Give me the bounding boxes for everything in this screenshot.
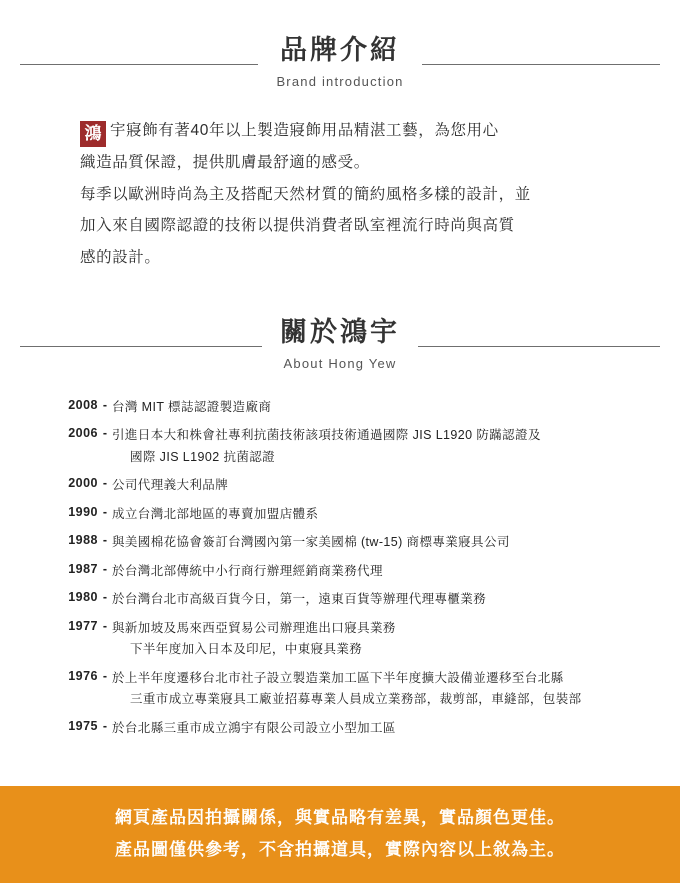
timeline-text xyxy=(112,589,640,611)
timeline-main-text: 於台北縣三重市成立鴻宇有限公司設立小型加工區 xyxy=(112,720,396,735)
timeline-main-text: 與美國棉花協會簽訂台灣國內第一家美國棉 (tw-15) 商標專業寢具公司 xyxy=(112,535,510,550)
timeline-text xyxy=(112,668,640,711)
timeline-year: 1975 xyxy=(68,718,98,733)
disclaimer-banner xyxy=(0,786,680,883)
disclaimer-line-2: 產品圖僅供參考，不含拍攝道具，實際內容以上敘為主。 xyxy=(115,839,565,859)
brand-introduction-heading xyxy=(20,0,660,89)
timeline-main-text: 於台灣北部傳統中小行商行辦理經銷商業務代理 xyxy=(112,563,383,578)
timeline-year: 2006 xyxy=(68,426,98,441)
brand-paragraph-line-4: 加入來自國際認證的技術以提供消費者臥室裡流行時尚與高質 xyxy=(80,217,515,235)
timeline-row xyxy=(40,618,640,661)
timeline-continuation-text: 國際 JIS L1902 抗菌認證 xyxy=(130,449,276,464)
brand-description xyxy=(80,115,600,274)
brand-paragraph-line-2: 織造品質保證，提供肌膚最舒適的感受。 xyxy=(80,153,370,171)
brand-paragraph-line-1 xyxy=(80,115,600,147)
timeline-dash-icon: - xyxy=(102,618,108,633)
timeline-dash-icon: - xyxy=(102,397,108,412)
timeline-year: 1987 xyxy=(68,561,98,576)
timeline-row xyxy=(40,425,640,468)
timeline-row xyxy=(40,397,640,419)
timeline-year: 1990 xyxy=(68,504,98,519)
about-heading xyxy=(20,316,660,371)
timeline-text xyxy=(112,561,640,583)
timeline-year: 1977 xyxy=(68,618,98,633)
timeline-row xyxy=(40,475,640,497)
timeline-main-text: 成立台灣北部地區的專賣加盟店體系 xyxy=(112,506,319,521)
timeline-continuation-text: 三重市成立專業寢具工廠並招募專業人員成立業務部，裁剪部，車縫部，包裝部 xyxy=(130,692,582,707)
about-rule-left xyxy=(20,346,262,347)
timeline-dash-icon: - xyxy=(102,426,108,441)
about-title-en: About Hong Yew xyxy=(283,355,397,371)
timeline-year: 2008 xyxy=(68,397,98,412)
timeline-row xyxy=(40,718,640,740)
disclaimer-line-1: 網頁產品因拍攝關係，與實品略有差異，實品顏色更佳。 xyxy=(115,808,565,828)
about-rule-right xyxy=(418,346,660,347)
timeline-text xyxy=(112,475,640,497)
brand-paragraph-line-5: 感的設計。 xyxy=(80,249,161,267)
company-timeline xyxy=(40,397,640,740)
timeline-year: 1976 xyxy=(68,668,98,683)
timeline-main-text: 台灣 MIT 標誌認證製造廠商 xyxy=(112,399,272,414)
brand-title-cn: 品牌介紹 xyxy=(280,35,400,65)
heading-rule-left xyxy=(20,64,258,65)
timeline-dash-icon: - xyxy=(102,476,108,491)
timeline-text xyxy=(112,618,640,661)
timeline-row xyxy=(40,668,640,711)
brand-paragraph-line-3: 每季以歐洲時尚為主及搭配天然材質的簡約風格多樣的設計，並 xyxy=(80,185,531,203)
timeline-row xyxy=(40,561,640,583)
timeline-dash-icon: - xyxy=(102,504,108,519)
brand-line-1-text: 宇寢飾有著40年以上製造寢飾用品精湛工藝，為您用心 xyxy=(110,121,499,139)
timeline-text xyxy=(112,425,640,468)
timeline-row xyxy=(40,504,640,526)
timeline-text xyxy=(112,718,640,740)
timeline-dash-icon: - xyxy=(102,668,108,683)
timeline-main-text: 與新加坡及馬來西亞貿易公司辦理進出口寢具業務 xyxy=(112,620,396,635)
about-heading-text xyxy=(262,316,418,371)
brand-heading-text xyxy=(258,34,421,89)
timeline-main-text: 公司代理義大利品牌 xyxy=(112,478,229,493)
timeline-text xyxy=(112,532,640,554)
timeline-text xyxy=(112,504,640,526)
timeline-year: 1980 xyxy=(68,590,98,605)
timeline-main-text: 引進日本大和株會社專利抗菌技術該項技術通過國際 JIS L1920 防蹣認證及 xyxy=(112,428,541,443)
timeline-dash-icon: - xyxy=(102,718,108,733)
timeline-row xyxy=(40,589,640,611)
hong-logo-char: 鴻 xyxy=(80,121,106,147)
timeline-continuation-text: 下半年度加入日本及印尼，中東寢具業務 xyxy=(130,642,363,657)
timeline-dash-icon: - xyxy=(102,533,108,548)
timeline-row xyxy=(40,532,640,554)
about-title-cn: 關於鴻宇 xyxy=(280,316,400,347)
timeline-main-text: 於上半年度遷移台北市社子設立製造業加工區下半年度擴大設備並遷移至台北縣 xyxy=(112,670,564,685)
heading-rule-right xyxy=(422,64,660,65)
timeline-dash-icon: - xyxy=(102,590,108,605)
timeline-dash-icon: - xyxy=(102,561,108,576)
timeline-year: 2000 xyxy=(68,476,98,491)
brand-title-en: Brand introduction xyxy=(276,73,404,89)
timeline-main-text: 於台灣台北市高級百貨今日，第一，遠東百貨等辦理代理專櫃業務 xyxy=(112,592,487,607)
timeline-text xyxy=(112,397,640,419)
timeline-year: 1988 xyxy=(68,533,98,548)
